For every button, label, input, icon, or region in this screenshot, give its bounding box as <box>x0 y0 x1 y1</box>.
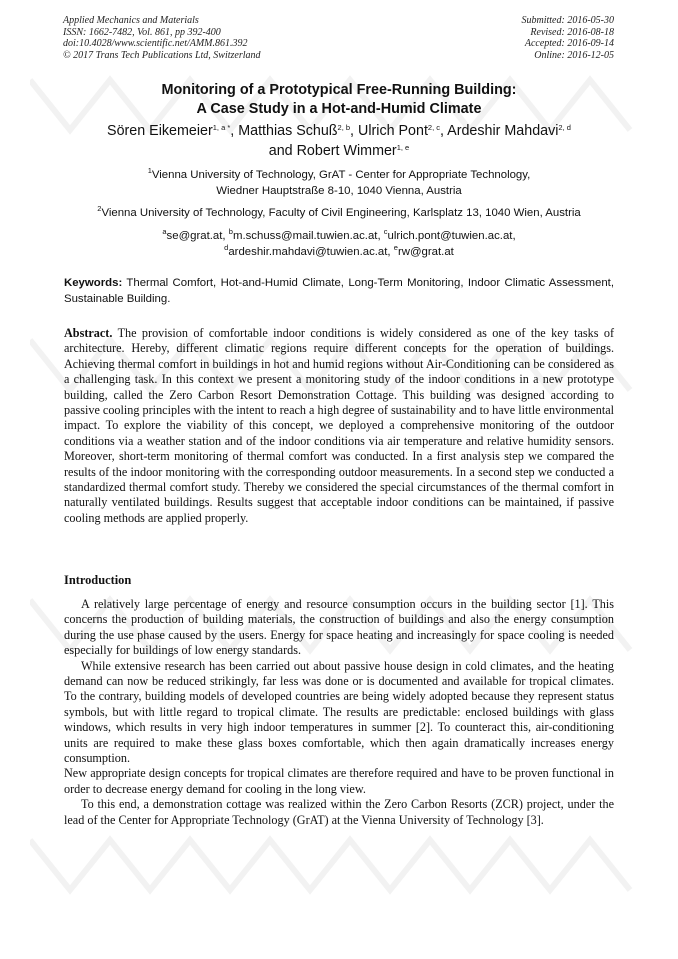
affiliation-mark: 1 <box>147 166 152 175</box>
email-mark: d <box>224 242 229 252</box>
keywords-section <box>64 276 614 307</box>
email-address: ardeshir.mahdavi@tuwien.ac.at, <box>228 245 391 258</box>
abstract-section <box>64 326 614 526</box>
title-line-2: A Case Study in a Hot-and-Humid Climate <box>196 101 482 117</box>
issn-line: ISSN: 1662-7482, Vol. 861, pp 392-400 <box>63 26 221 38</box>
email-mark: a <box>162 227 167 236</box>
abstract-text: The provision of comfortable indoor conditions is widely considered as one of the key tasks of architecture. Hereby, different climatic regions require different concepts for the operation of buildings. Achieving thermal comfort in buildings in hot and humid regions without Air-Conditioning can be considered as a challenging task. In this context we present a monitoring study of the indoor conditions in a new prototype building, called the Zero Carbon Resort Demonstration Cottage. This building was designed according to passive cooling principles with the intent to reach a high degree of sustainability and to have little environmental impact. To explore the viability of this concept, we deployed a comprehensive monitoring of the outdoor conditions via a weather station and of the indoor conditions via air temperature and relative humidity sensors. Moreover, short-term monitoring of thermal comfort was conducted. In a first analysis step we compared the results of the indoor monitoring with the corresponding outdoor measurements. In a second step we conducted a standardized thermal comfort study. Thereby we considered the special circumstances of the thermal comfort in naturally ventilated buildings. Results suggest that acceptable indoor conditions can be maintained, if passive cooling methods are applied properly. <box>64 326 615 525</box>
affiliation-mark: 2 <box>97 204 102 213</box>
author-affiliation-mark: 2, b <box>337 123 351 132</box>
accepted-date: Accepted: 2016-09-14 <box>524 38 614 49</box>
email-mark: e <box>393 242 398 252</box>
title-line-1: Monitoring of a Prototypical Free-Running Building: <box>161 82 517 98</box>
paragraph: New appropriate design concepts for tropical climates are therefore required and have to be proven functional in order to decrease energy demand for cooling in the long view. <box>64 766 614 796</box>
introduction-body <box>64 597 614 828</box>
paper-title <box>40 81 638 119</box>
revised-date: Revised: 2016-08-18 <box>530 26 614 38</box>
keywords-label: Keywords: <box>64 277 123 289</box>
affiliation-1 <box>40 168 638 199</box>
email-mark: c <box>383 227 388 236</box>
author-affiliation-mark: 1, e <box>396 142 410 152</box>
email-address: m.schuss@mail.tuwien.ac.at, <box>232 230 381 242</box>
copyright-line: © 2017 Trans Tech Publications Ltd, Switzerland <box>63 49 261 61</box>
paragraph: While extensive research has been carried out about passive house design in cold climates, and the heating demand can now be reduced strikingly, far less was done or is documented and available for tropical climates. To the contrary, building models of developed countries are being widely adopted because they represent status symbols, but with little regard to tropical climate. The results are predictable: enclosed buildings with glass windows, which results in very high indoor temperatures in summer [2]. To counteract this, air-conditioning units are required to make these glass boxes comfortable, which then again dramatically increases energy consumption. <box>64 658 614 766</box>
author-list: Sören Eikemeier$^{1, a *}$, Matthias Schuß$^{2, b}$, Ulrich Pont$^{2, c}$, Ardeshir Mahdavi$^{2, d}$ and Robert Wimmer$^{1, e}$ <box>107 123 571 159</box>
affiliation-2 <box>40 206 638 222</box>
author-name: Ulrich Pont <box>358 123 428 139</box>
author-name: Ardeshir Mahdavi <box>447 123 559 139</box>
submitted-date: Submitted: 2016-05-30 <box>521 15 614 26</box>
author-affiliation-mark: 1, a * <box>212 123 231 132</box>
affiliation-text: Vienna University of Technology, GrAT - Center for Appropriate Technology, <box>151 169 531 181</box>
author-name: Sören Eikemeier <box>107 123 213 139</box>
email-address: ulrich.pont@tuwien.ac.at, <box>387 230 516 242</box>
paragraph: A relatively large percentage of energy and resource consumption occurs in the building sector [1]. This concerns the production of building materials, the construction of buildings and also the energy consumption during the use phase caused by the users. Energy for space heating and increasingly for space cooling is needed especially for buildings of low energy standards. <box>64 597 614 658</box>
journal-info <box>63 15 261 61</box>
submission-dates <box>522 15 615 61</box>
author-name: Robert Wimmer <box>296 142 397 159</box>
abstract-label: Abstract. <box>64 326 113 340</box>
author-name: Matthias Schuß <box>238 123 338 139</box>
journal-name: Applied Mechanics and Materials <box>63 15 199 26</box>
affiliation-address: Wiedner Hauptstraße 8-10, 1040 Vienna, Austria <box>216 184 462 197</box>
paragraph: To this end, a demonstration cottage was realized within the Zero Carbon Resorts (ZCR) project, under the lead of the Center for Appropriate Technology (GrAT) at the Vienna University of Technology [3]. <box>64 797 614 827</box>
author-emails <box>40 229 638 260</box>
author-affiliation-mark: 2, d <box>558 123 571 132</box>
author-affiliation-mark: 2, c <box>427 123 441 132</box>
affiliation-text: Vienna University of Technology, Faculty of Civil Engineering, Karlsplatz 13, 1040 Wien, Austria <box>101 207 581 219</box>
keywords-text: Thermal Comfort, Hot-and-Humid Climate, Long-Term Monitoring, Indoor Climatic Assessment, Sustainable Building. <box>64 277 614 305</box>
email-address: rw@grat.at <box>397 245 454 258</box>
online-date: Online: 2016-12-05 <box>534 49 614 61</box>
author-conjunction: and <box>268 142 297 159</box>
email-mark: b <box>228 227 233 236</box>
doi-line: doi:10.4028/www.scientific.net/AMM.861.392 <box>63 38 248 49</box>
introduction-heading: Introduction <box>64 573 132 587</box>
email-address: se@grat.at, <box>166 230 226 242</box>
